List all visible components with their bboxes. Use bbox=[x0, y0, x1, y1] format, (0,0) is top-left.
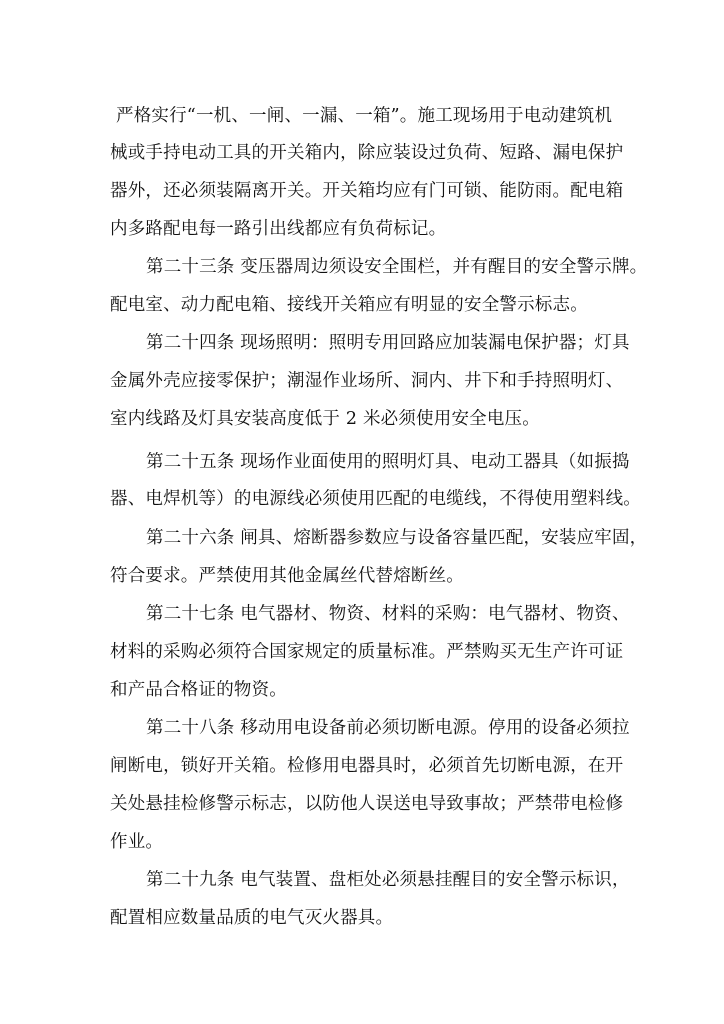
text-line: 作业。 bbox=[110, 832, 164, 852]
text-line: 器、电焊机等）的电源线必须使用匹配的电缆线，不得使用塑料线。 bbox=[110, 489, 641, 509]
article-28-heading-line: 第二十八条 移动用电设备前必须切断电源。停用的设备必须拉 bbox=[146, 718, 630, 738]
text-line: 和产品合格证的物资。 bbox=[110, 680, 287, 700]
text-line: 材料的采购必须符合国家规定的质量标准。严禁购买无生产许可证 bbox=[110, 642, 624, 662]
text-line: 械或手持电动工具的开关箱内，除应装设过负荷、短路、漏电保护 bbox=[110, 143, 624, 163]
article-25-heading-line: 第二十五条 现场作业面使用的照明灯具、电动工器具（如振捣 bbox=[146, 452, 630, 472]
article-24-heading-line: 第二十四条 现场照明：照明专用回路应加装漏电保护器；灯具 bbox=[146, 333, 630, 353]
article-23-heading-line: 第二十三条 变压器周边须设安全围栏，并有醒目的安全警示牌。 bbox=[146, 257, 648, 277]
article-27-heading-line: 第二十七条 电气器材、物资、材料的采购：电气器材、物资、 bbox=[146, 604, 630, 624]
text-line: 符合要求。严禁使用其他金属丝代替熔断丝。 bbox=[110, 566, 464, 586]
text-line: 内多路配电每一路引出线都应有负荷标记。 bbox=[110, 219, 447, 239]
text-line: 器外，还必须装隔离开关。开关箱均应有门可锁、能防雨。配电箱 bbox=[110, 181, 624, 201]
text-line: 配电室、动力配电箱、接线开关箱应有明显的安全警示标志。 bbox=[110, 295, 588, 315]
article-26-heading-line: 第二十六条 闸具、熔断器参数应与设备容量匹配，安装应牢固， bbox=[146, 528, 648, 548]
text-line: 金属外壳应接零保护；潮湿作业场所、洞内、井下和手持照明灯、 bbox=[110, 371, 624, 391]
text-line: 室内线路及灯具安装高度低于 2 米必须使用安全电压。 bbox=[110, 409, 540, 429]
text-line: 配置相应数量品质的电气灭火器具。 bbox=[110, 908, 394, 928]
text-line: 闸断电，锁好开关箱。检修用电器具时，必须首先切断电源，在开 bbox=[110, 756, 624, 776]
article-29-heading-line: 第二十九条 电气装置、盘柜处必须悬挂醒目的安全警示标识， bbox=[146, 870, 630, 890]
text-line: 关处悬挂检修警示标志，以防他人误送电导致事故；严禁带电检修 bbox=[110, 794, 624, 814]
text-line: 严格实行“一机、一闸、一漏、一箱”。施工现场用于电动建筑机 bbox=[116, 106, 613, 126]
